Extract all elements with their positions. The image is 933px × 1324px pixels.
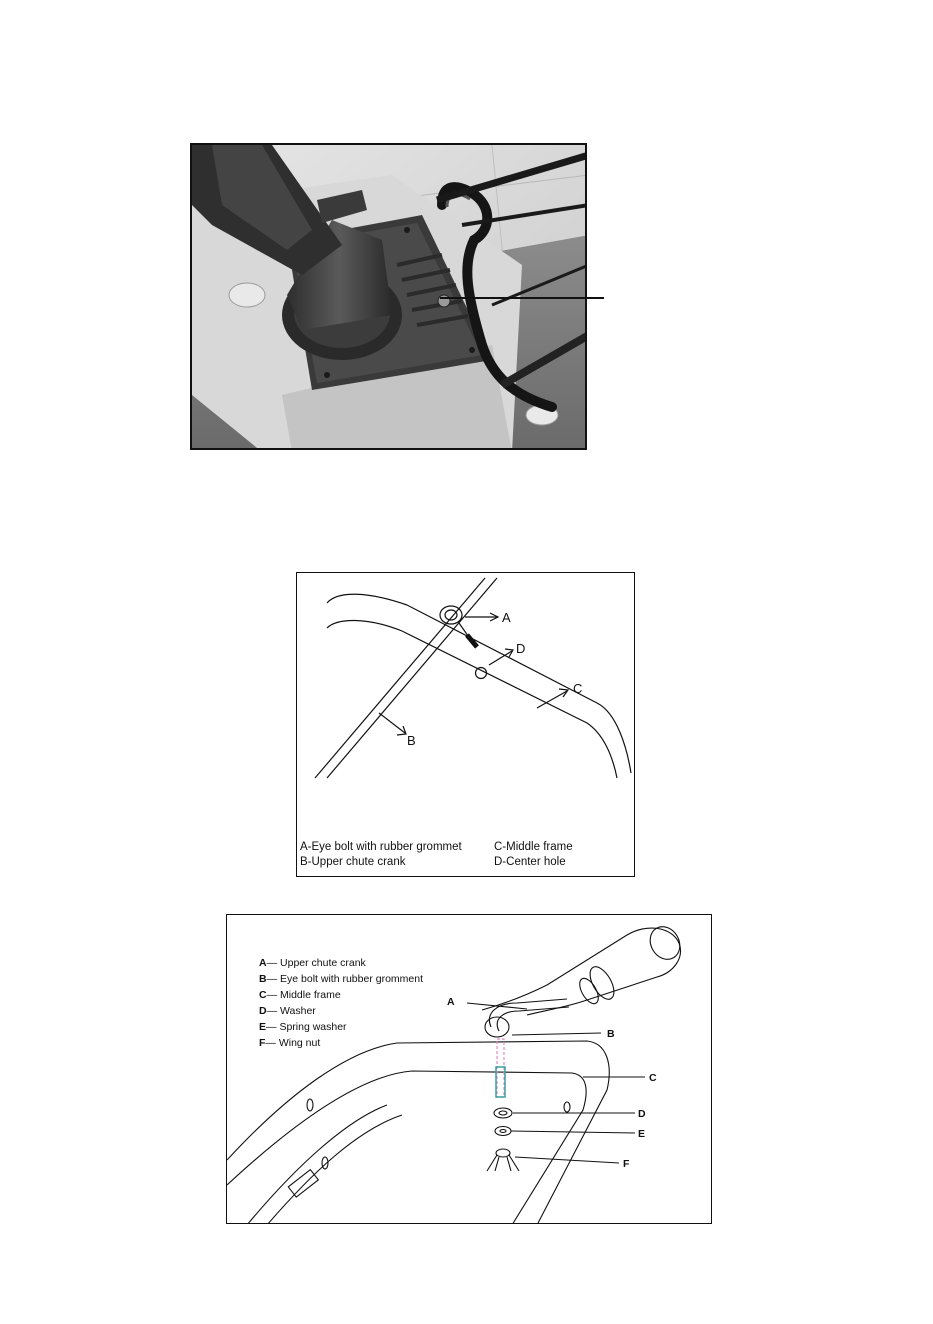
- fig3-callout-c: C: [649, 1072, 657, 1084]
- legend-item: A— Upper chute crank: [259, 957, 366, 969]
- legend-item: F— Wing nut: [259, 1037, 321, 1049]
- fig3-callout-d: D: [638, 1108, 646, 1120]
- legend-item: A-Eye bolt with rubber grommet: [300, 841, 462, 853]
- eye-bolt-assembly-diagram: [226, 914, 712, 1224]
- fig2-callout-d: D: [516, 641, 526, 656]
- legend-item: C-Middle frame: [494, 841, 573, 853]
- fig3-callout-b: B: [607, 1028, 615, 1040]
- photo-callout-line: [440, 297, 604, 299]
- fig3-callout-a: A: [447, 996, 455, 1008]
- legend-item: D— Washer: [259, 1005, 316, 1017]
- fig3-callout-f: F: [623, 1158, 630, 1170]
- legend-item: E— Spring washer: [259, 1021, 347, 1033]
- fig2-callout-b: B: [407, 733, 416, 748]
- legend-item: C— Middle frame: [259, 989, 341, 1001]
- legend-item: D-Center hole: [494, 855, 566, 868]
- fig3-legend: [259, 955, 423, 1051]
- fig3-callout-e: E: [638, 1128, 646, 1140]
- fig2-callout-c: C: [573, 681, 583, 696]
- crank-diagram-drawing: [297, 573, 635, 838]
- crank-installation-diagram: [296, 572, 635, 877]
- legend-item: B— Eye bolt with rubber gromment: [259, 973, 423, 985]
- legend-item: B-Upper chute crank: [300, 855, 406, 868]
- fig2-callout-a: A: [502, 610, 511, 625]
